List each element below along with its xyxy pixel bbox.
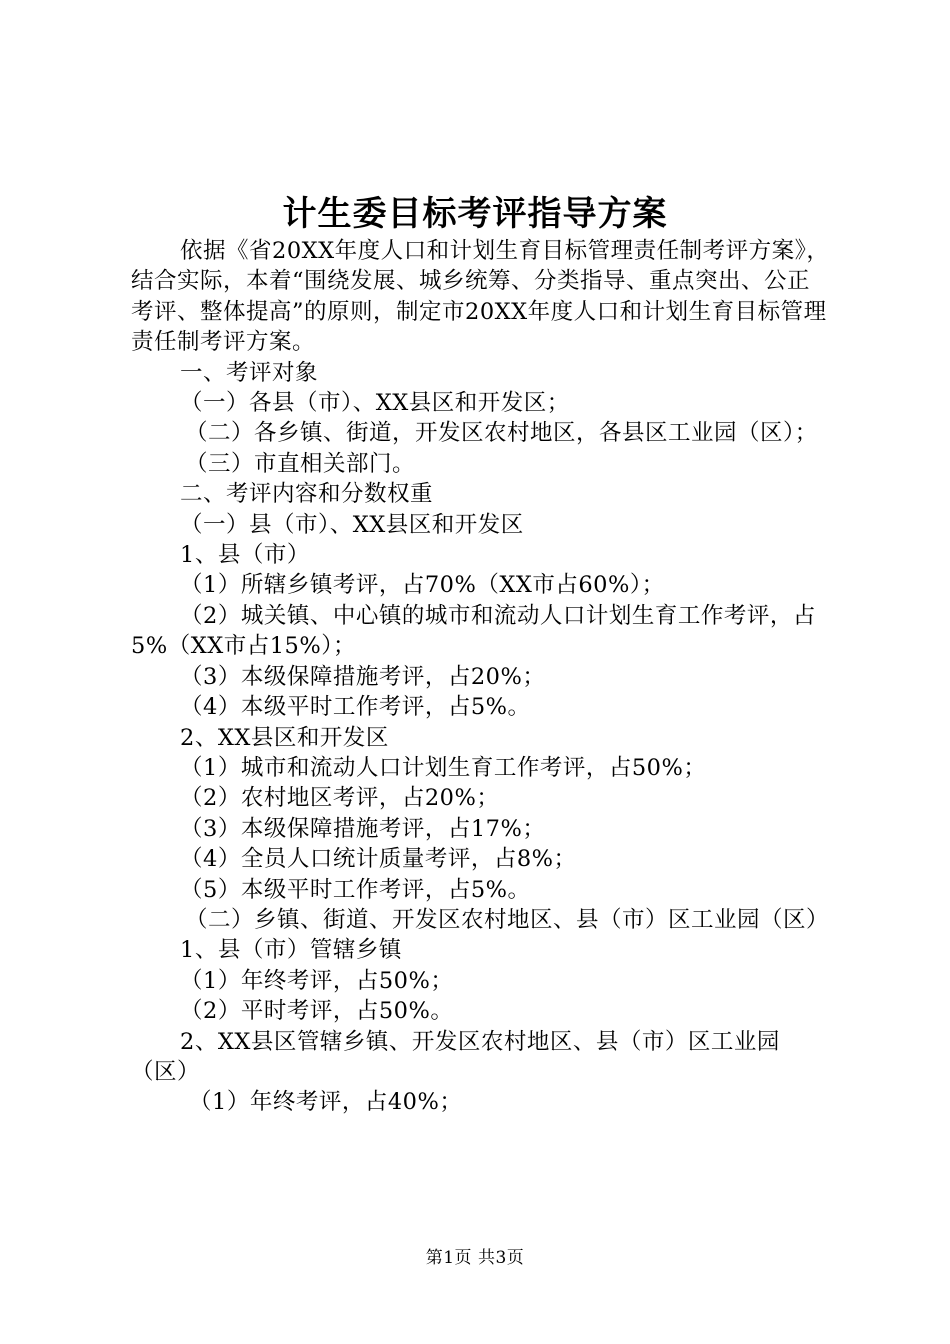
list-item: （三）市直相关部门。 bbox=[185, 450, 416, 477]
list-item: （2）农村地区考评，占20%； bbox=[180, 785, 500, 812]
list-item: （1）城市和流动人口计划生育工作考评，占50%； bbox=[180, 754, 707, 781]
subsection-heading: 2、XX县区和开发区 bbox=[180, 724, 389, 751]
list-item: （4）本级平时工作考评，占5%。 bbox=[180, 694, 531, 721]
list-item: （3）本级保障措施考评，占17%； bbox=[180, 815, 546, 842]
section-heading: 二、考评内容和分数权重 bbox=[180, 481, 434, 508]
paragraph: 依据《省20XX年度人口和计划生育目标管理责任制考评方案》，结合实际，本着“围绕发展、城乡统筹、分类指导、重点突出、公正考评、整体提高”的原则，制定市20XX年度人口和计划生育目标管理责任制考评方案。 bbox=[131, 238, 830, 356]
list-item: （4）全员人口统计质量考评，占8%； bbox=[180, 846, 577, 873]
subsection-heading: （一）县（市）、XX县区和开发区 bbox=[180, 511, 524, 538]
subsection-heading: （二）乡镇、街道、开发区农村地区、县（市）区工业园（区） bbox=[185, 906, 830, 933]
subsection-heading: 2、XX县区管辖乡镇、开发区农村地区、县（市）区工业园（区） bbox=[131, 1028, 780, 1085]
list-item: （1）年终考评，占50%； bbox=[180, 967, 454, 994]
list-item: （2）城关镇、中心镇的城市和流动人口计划生育工作考评，占5%（XX市占15%）； bbox=[131, 602, 816, 660]
list-item: （2）平时考评，占50%。 bbox=[180, 998, 454, 1025]
document-body bbox=[131, 236, 831, 1118]
list-item: （1）所辖乡镇考评，占70%（XX市占60%）； bbox=[180, 572, 665, 599]
list-item: （一）各县（市）、XX县区和开发区； bbox=[180, 390, 570, 417]
subsection-heading: 1、县（市） bbox=[180, 542, 310, 569]
list-item: （二）各乡镇、街道，开发区农村地区，各县区工业园（区）； bbox=[185, 420, 818, 447]
document-title: 计生委目标考评指导方案 bbox=[282, 194, 668, 234]
list-item: （1）年终考评，占40%； bbox=[189, 1089, 463, 1116]
section-heading: 一、考评对象 bbox=[180, 359, 319, 386]
subsection-heading: 1、县（市）管辖乡镇 bbox=[180, 937, 402, 964]
list-item: （3）本级保障措施考评，占20%； bbox=[180, 663, 546, 690]
list-item: （5）本级平时工作考评，占5%。 bbox=[180, 876, 531, 903]
page-footer: 第1页 共3页 bbox=[425, 1248, 525, 1268]
